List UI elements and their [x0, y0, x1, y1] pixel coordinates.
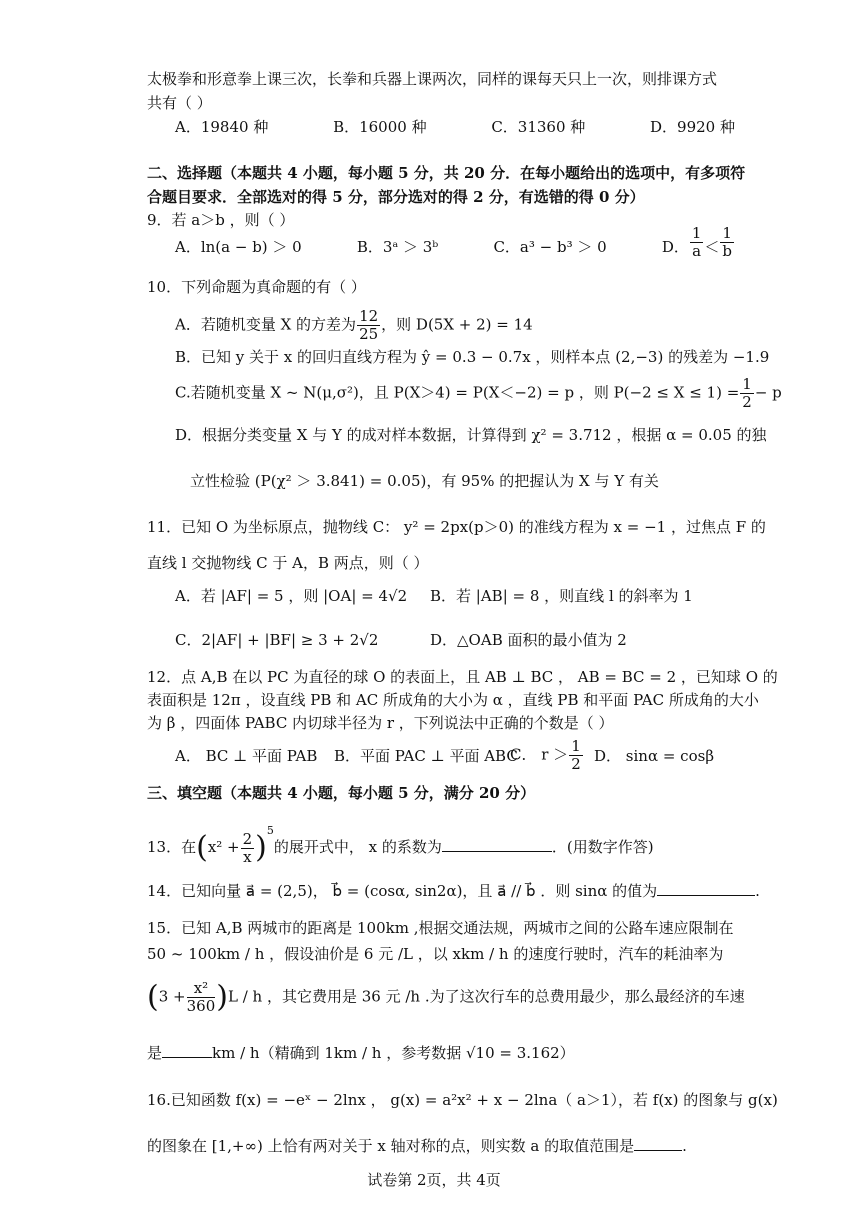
q10-option-a: A．若随机变量 X 的方差为 $\frac{12}{25}$ ，则 D(5X + 2) = 14	[175, 307, 533, 343]
q16-answer-blank[interactable]	[634, 1136, 682, 1151]
q9-option-b: B．3ᵃ ＞ 3ᵇ	[356, 238, 439, 256]
q16-line2: 的图象在 [1,+∞) 上恰有两对关于 x 轴对称的点，则实数 a 的取值范围是 .	[147, 1137, 687, 1155]
q10-option-d-line1: D．根据分类变量 X 与 Y 的成对样本数据，计算得到 χ² = 3.712 ，根据 α = 0.05 的独	[175, 426, 767, 444]
q9-option-d: D． $\frac{1}{a}$ ＜ $\frac{1}{b}$	[661, 223, 732, 260]
q11-stem-line1: 11．已知 O 为坐标原点，抛物线 C： y² = 2px(p＞0) 的准线方程为 x = −1 ，过焦点 F 的	[147, 518, 766, 536]
q8-options	[175, 116, 735, 138]
q8-option-d: D．9920 种	[650, 118, 735, 136]
q11-stem-line2: 直线 l 交抛物线 C 于 A，B 两点，则（ ）	[147, 554, 429, 572]
q12-stem-line1: 12．点 A,B 在以 PC 为直径的球 O 的表面上，且 AB ⊥ BC ， AB = BC = 2 ，已知球 O 的	[147, 668, 778, 686]
section2-title-line1: 二、选择题（本题共 4 小题，每小题 5 分，共 20 分．在每小题给出的选项中，有多项符	[147, 164, 746, 182]
q12-option-d: D． sinα = cosβ	[594, 747, 714, 765]
q8-option-a: A．19840 种	[175, 118, 269, 136]
q10-option-b: B．已知 y 关于 x 的回归直线方程为 ŷ = 0.3 − 0.7x ，则样本点 (2,−3) 的残差为 −1.9	[175, 348, 770, 366]
q13-answer-blank[interactable]	[442, 837, 552, 852]
q15-line1: 15．已知 A,B 两城市的距离是 100km ,根据交通法规，两城市之间的公路车速应限制在	[147, 919, 734, 937]
section3-title: 三、填空题（本题共 4 小题，每小题 5 分，满分 20 分）	[147, 784, 536, 802]
q8-stem-line1: 太极拳和形意拳上课三次，长拳和兵器上课两次，同样的课每天只上一次，则排课方式	[147, 70, 718, 88]
q11-option-a: A．若 |AF| = 5 ，则 |OA| = 4√2	[175, 587, 408, 605]
q15-line4: 是 km / h（精确到 1km / h ，参考数据 √10 = 3.162）	[147, 1044, 575, 1062]
q11-option-d: D．△OAB 面积的最小值为 2	[430, 631, 627, 649]
q8-option-b: B．16000 种	[333, 118, 427, 136]
section2-title-line2: 合题目要求．全部选对的得 5 分，部分选对的得 2 分，有选错的得 0 分）	[147, 188, 645, 206]
q9-options	[175, 223, 735, 260]
q11-option-b: B．若 |AB| = 8 ，则直线 l 的斜率为 1	[430, 587, 693, 605]
q12-option-c: C． r ＞ $\frac{1}{2}$	[510, 737, 581, 773]
q12-stem-line2: 表面积是 12π ，设直线 PB 和 AC 所成角的大小为 α ，直线 PB 和平面 PAC 所成角的大小	[147, 691, 759, 709]
q10-option-d-line2: 立性检验 (P(χ² ＞ 3.841) = 0.05)，有 95% 的把握认为 X 与 Y 有关	[190, 472, 659, 490]
q14: 14．已知向量 a⃗ = (2,5)， b⃗ = (cosα, sin2α)，且 a⃗ // b⃗ ．则 sinα 的值为 .	[147, 882, 760, 900]
q16-line1: 16.已知函数 f(x) = −eˣ − 2lnx ， g(x) = a²x² + x − 2lna（ a＞1），若 f(x) 的图象与 g(x)	[147, 1091, 778, 1109]
q15-line3: (3 + $\frac{\text{x²}}{360}$ )L / h ，其它费用是 36 元 /h .为了这次行车的总费用最少，那么最经济的车速	[147, 979, 745, 1015]
q10-option-c: C.若随机变量 X ~ N(μ,σ²)，且 P(X＞4) = P(X＜−2) = p ，则 P(−2 ≤ X ≤ 1) = $\frac{1}{2}$ − p	[175, 375, 782, 411]
q8-option-c: C．31360 种	[491, 118, 586, 136]
page-footer: 试卷第 2页，共 4页	[367, 1171, 501, 1189]
q13: 13．在(x² + $\frac{2}{x}$ )$^5$的展开式中， x 的系数为 ．(用数字作答)	[147, 824, 654, 866]
q8-stem-line2: 共有（ ）	[147, 94, 212, 112]
q9-stem: 9．若 a＞b ，则（ ）	[147, 211, 295, 229]
q15-line2: 50 ~ 100km / h ，假设油价是 6 元 /L ，以 xkm / h 的速度行驶时，汽车的耗油率为	[147, 945, 724, 963]
q14-answer-blank[interactable]	[657, 881, 755, 896]
q9-option-a: A．ln(a − b) ＞ 0	[175, 238, 302, 256]
q12-option-a: A． BC ⊥ 平面 PAB	[175, 747, 318, 765]
q12-stem-line3: 为 β ，四面体 PABC 内切球半径为 r ，下列说法中正确的个数是（ ）	[147, 714, 614, 732]
q9-option-c: C．a³ − b³ ＞ 0	[493, 238, 607, 256]
q11-option-c: C．2|AF| + |BF| ≥ 3 + 2√2	[175, 631, 379, 649]
q10-stem: 10．下列命题为真命题的有（ ）	[147, 278, 366, 296]
q12-option-b: B．平面 PAC ⊥ 平面 ABC	[334, 747, 518, 765]
q15-answer-blank[interactable]	[162, 1043, 212, 1058]
